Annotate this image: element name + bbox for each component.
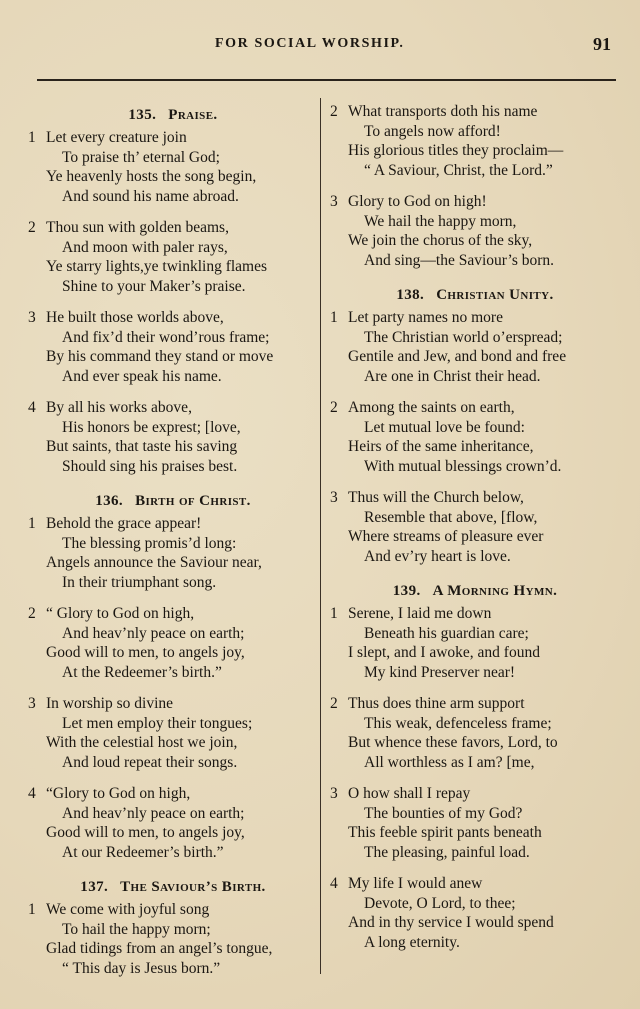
verse-line: Good will to men, to angels joy, bbox=[46, 644, 245, 661]
hymn-heading bbox=[28, 874, 318, 900]
verse-line: I slept, and I awoke, and found bbox=[348, 644, 540, 661]
stanza bbox=[330, 192, 620, 270]
verse-line: Ye heavenly hosts the song begin, bbox=[46, 168, 257, 185]
running-head-title: FOR SOCIAL WORSHIP. bbox=[215, 36, 405, 51]
verse-line: Let every creature join bbox=[46, 129, 187, 146]
stanza-number: 1 bbox=[330, 605, 338, 622]
verse-line: He built those worlds above, bbox=[46, 309, 224, 326]
stanza-number: 2 bbox=[330, 695, 338, 712]
stanza-number: 1 bbox=[28, 129, 36, 146]
verse-line: Let party names no more bbox=[348, 309, 503, 326]
stanza-number: 2 bbox=[28, 605, 36, 622]
verse-line: And fix’d their wond’rous frame; bbox=[62, 328, 270, 346]
hymn-number: 135. bbox=[128, 107, 157, 123]
verse-line: Let men employ their tongues; bbox=[62, 714, 253, 732]
stanza bbox=[28, 784, 318, 862]
stanza-number: 3 bbox=[330, 489, 338, 506]
verse-line: All worthless as I am? [me, bbox=[364, 753, 535, 771]
verse-line: To angels now afford! bbox=[364, 122, 501, 140]
hymn-heading bbox=[28, 102, 318, 128]
stanza bbox=[28, 218, 318, 296]
verse-line: Thus will the Church below, bbox=[348, 489, 524, 506]
hymn-heading bbox=[28, 488, 318, 514]
verse-line: Beneath his guardian care; bbox=[364, 624, 529, 642]
verse-line: In worship so divine bbox=[46, 695, 174, 712]
verse-line: At our Redeemer’s birth.” bbox=[62, 843, 224, 861]
verse-line: His glorious titles they proclaim— bbox=[348, 142, 564, 159]
stanza-number: 2 bbox=[28, 219, 36, 236]
verse-line: Should sing his praises best. bbox=[62, 457, 238, 475]
verse-line: The Christian world o’erspread; bbox=[364, 328, 563, 346]
stanza-number: 1 bbox=[28, 515, 36, 532]
stanza bbox=[28, 694, 318, 772]
hymn-number: 139. bbox=[392, 583, 421, 599]
verse-line: But whence these favors, Lord, to bbox=[348, 734, 558, 751]
stanza bbox=[330, 488, 620, 566]
stanza bbox=[28, 128, 318, 206]
stanza-number: 4 bbox=[28, 785, 36, 802]
stanza bbox=[330, 604, 620, 682]
stanza-number: 1 bbox=[330, 309, 338, 326]
verse-line: We hail the happy morn, bbox=[364, 212, 517, 230]
verse-line: Thus does thine arm support bbox=[348, 695, 525, 712]
verse-line: Are one in Christ their head. bbox=[364, 367, 541, 385]
verse-line: The pleasing, painful load. bbox=[364, 843, 530, 861]
verse-line: And ev’ry heart is love. bbox=[364, 547, 511, 565]
stanza-number: 3 bbox=[330, 785, 338, 802]
hymn-number: 138. bbox=[396, 287, 425, 303]
stanza bbox=[330, 784, 620, 862]
stanza-number: 3 bbox=[28, 695, 36, 712]
verse-line: At the Redeemer’s birth.” bbox=[62, 663, 222, 681]
header-rule bbox=[37, 79, 616, 81]
verse-line: And heav’nly peace on earth; bbox=[62, 624, 245, 642]
verse-line: “ Glory to God on high, bbox=[46, 605, 195, 622]
verse-line: His honors be exprest; [love, bbox=[62, 418, 241, 436]
stanza-number: 3 bbox=[28, 309, 36, 326]
verse-line: A long eternity. bbox=[364, 933, 460, 951]
hymn-title: Christian Unity. bbox=[436, 287, 554, 303]
hymn-heading bbox=[330, 282, 620, 308]
verse-line: And heav’nly peace on earth; bbox=[62, 804, 245, 822]
verse-line: Devote, O Lord, to thee; bbox=[364, 894, 516, 912]
verse-line: Ye starry lights,ye twinkling flames bbox=[46, 258, 268, 275]
stanza bbox=[28, 398, 318, 476]
stanza-number: 4 bbox=[330, 875, 338, 892]
verse-line: Let mutual love be found: bbox=[364, 418, 525, 436]
verse-line: By his command they stand or move bbox=[46, 348, 274, 365]
verse-line: And ever speak his name. bbox=[62, 367, 222, 385]
stanza-number: 2 bbox=[330, 399, 338, 416]
verse-line: Thou sun with golden beams, bbox=[46, 219, 229, 236]
stanza bbox=[330, 694, 620, 772]
verse-line: Good will to men, to angels joy, bbox=[46, 824, 245, 841]
verse-line: Serene, I laid me down bbox=[348, 605, 492, 622]
verse-line: This weak, defenceless frame; bbox=[364, 714, 552, 732]
stanza bbox=[28, 900, 318, 978]
hymn-title: The Saviour’s Birth. bbox=[120, 879, 266, 895]
verse-line: With the celestial host we join, bbox=[46, 734, 238, 751]
verse-line: This feeble spirit pants beneath bbox=[348, 824, 542, 841]
verse-line: In their triumphant song. bbox=[62, 573, 217, 591]
verse-line: And in thy service I would spend bbox=[348, 914, 554, 931]
stanza-number: 1 bbox=[28, 901, 36, 918]
stanza bbox=[330, 398, 620, 476]
verse-line: And sing—the Saviour’s born. bbox=[364, 251, 555, 269]
hymn-title: Praise. bbox=[168, 107, 218, 123]
column-divider bbox=[320, 98, 321, 974]
stanza bbox=[28, 604, 318, 682]
verse-line: Heirs of the same inheritance, bbox=[348, 438, 534, 455]
verse-line: O how shall I repay bbox=[348, 785, 471, 802]
verse-line: By all his works above, bbox=[46, 399, 192, 416]
hymn-number: 136. bbox=[95, 493, 124, 509]
verse-line: My life I would anew bbox=[348, 875, 483, 892]
stanza bbox=[330, 102, 620, 180]
verse-line: We come with joyful song bbox=[46, 901, 210, 918]
verse-line: Shine to your Maker’s praise. bbox=[62, 277, 246, 295]
stanza-number: 4 bbox=[28, 399, 36, 416]
verse-line: Glory to God on high! bbox=[348, 193, 487, 210]
verse-line: Glad tidings from an angel’s tongue, bbox=[46, 940, 273, 957]
verse-line: To hail the happy morn; bbox=[62, 920, 211, 938]
verse-line: Among the saints on earth, bbox=[348, 399, 515, 416]
verse-line: “Glory to God on high, bbox=[46, 785, 191, 802]
stanza bbox=[330, 308, 620, 386]
stanza-number: 3 bbox=[330, 193, 338, 210]
stanza bbox=[28, 308, 318, 386]
running-head bbox=[0, 34, 640, 58]
verse-line: And sound his name abroad. bbox=[62, 187, 239, 205]
verse-line: And loud repeat their songs. bbox=[62, 753, 238, 771]
verse-line: The blessing promis’d long: bbox=[62, 534, 237, 552]
verse-line: “ This day is Jesus born.” bbox=[62, 959, 221, 977]
hymn-title: Birth of Christ. bbox=[135, 493, 251, 509]
verse-line: To praise th’ eternal God; bbox=[62, 148, 220, 166]
verse-line: What transports doth his name bbox=[348, 103, 538, 120]
verse-line: Resemble that above, [flow, bbox=[364, 508, 538, 526]
verse-line: Angels announce the Saviour near, bbox=[46, 554, 262, 571]
page-number: 91 bbox=[593, 34, 611, 54]
verse-line: “ A Saviour, Christ, the Lord.” bbox=[364, 161, 553, 179]
verse-line: My kind Preserver near! bbox=[364, 663, 516, 681]
verse-line: But saints, that taste his saving bbox=[46, 438, 238, 455]
hymn-title: A Morning Hymn. bbox=[432, 583, 558, 599]
hymn-heading bbox=[330, 578, 620, 604]
stanza-number: 2 bbox=[330, 103, 338, 120]
right-column bbox=[330, 102, 620, 964]
verse-line: Behold the grace appear! bbox=[46, 515, 202, 532]
verse-line: And moon with paler rays, bbox=[62, 238, 228, 256]
verse-line: We join the chorus of the sky, bbox=[348, 232, 533, 249]
stanza bbox=[330, 874, 620, 952]
verse-line: Gentile and Jew, and bond and free bbox=[348, 348, 567, 365]
verse-line: With mutual blessings crown’d. bbox=[364, 457, 562, 475]
verse-line: The bounties of my God? bbox=[364, 804, 523, 822]
stanza bbox=[28, 514, 318, 592]
left-column bbox=[28, 102, 318, 990]
verse-line: Where streams of pleasure ever bbox=[348, 528, 544, 545]
hymn-number: 137. bbox=[80, 879, 109, 895]
